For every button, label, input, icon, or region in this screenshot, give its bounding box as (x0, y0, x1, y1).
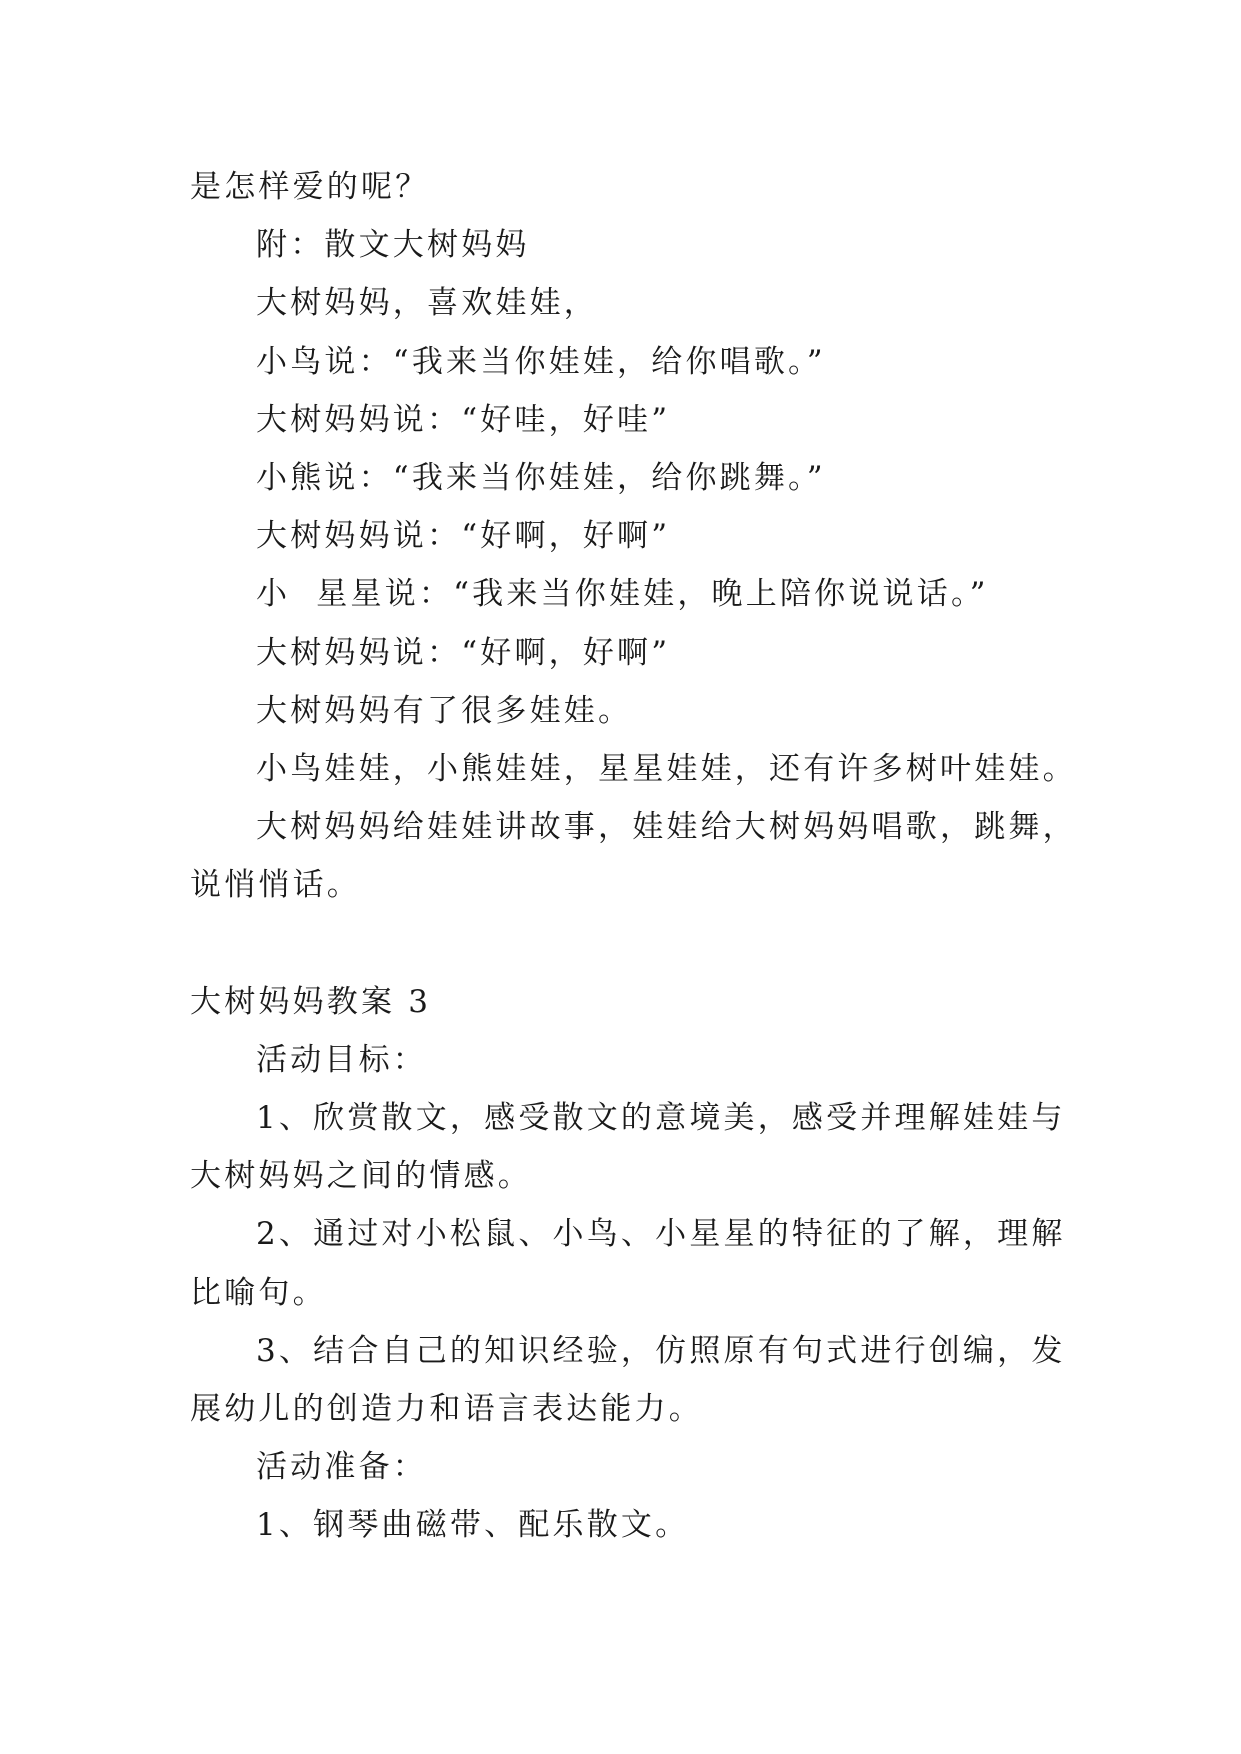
text-line: 1、钢琴曲磁带、配乐散文。 (256, 1507, 690, 1544)
text-line: 小鸟娃娃，小熊娃娃，星星娃娃，还有许多树叶娃娃。 (256, 750, 1077, 787)
text-line: 2、通过对小松鼠、小鸟、小星星的特征的了解，理解 (256, 1216, 1066, 1253)
text-line: 比喻句。 (190, 1274, 327, 1311)
essay-heading: 附：散文大树妈妈 (256, 227, 530, 264)
text-line: 小 星星说：“我来当你娃娃，晚上陪你说说话。” (256, 576, 989, 613)
text-line: 大树妈妈之间的情感。 (190, 1158, 532, 1195)
text-line: 大树妈妈，喜欢娃娃， (256, 285, 598, 322)
text-line: 1、欣赏散文，感受散文的意境美，感受并理解娃娃与 (256, 1100, 1066, 1136)
text-line: 大树妈妈给娃娃讲故事，娃娃给大树妈妈唱歌，跳舞， (256, 809, 1077, 846)
text-line: 大树妈妈有了很多娃娃。 (256, 692, 633, 729)
text-line: 大树妈妈说：“好哇，好哇” (256, 401, 671, 438)
paragraph-gap (190, 914, 1070, 972)
text-line: 是怎样爱的呢？ (190, 169, 430, 205)
text-line: 展幼儿的创造力和语言表达能力。 (190, 1390, 703, 1427)
text-line: 大树妈妈说：“好啊，好啊” (256, 518, 671, 555)
text-line: 3、结合自己的知识经验，仿照原有句式进行创编，发 (256, 1332, 1066, 1369)
text-line: 大树妈妈说：“好啊，好啊” (256, 634, 671, 671)
section-heading: 活动准备： (256, 1449, 427, 1486)
section-title: 大树妈妈教案 3 (190, 983, 432, 1020)
text-line: 说悄悄话。 (190, 867, 361, 904)
text-line: 小鸟说：“我来当你娃娃，给你唱歌。” (256, 343, 826, 380)
section-heading: 活动目标： (256, 1041, 427, 1078)
text-line: 小熊说：“我来当你娃娃，给你跳舞。” (256, 459, 826, 496)
document-body (190, 158, 1077, 1555)
